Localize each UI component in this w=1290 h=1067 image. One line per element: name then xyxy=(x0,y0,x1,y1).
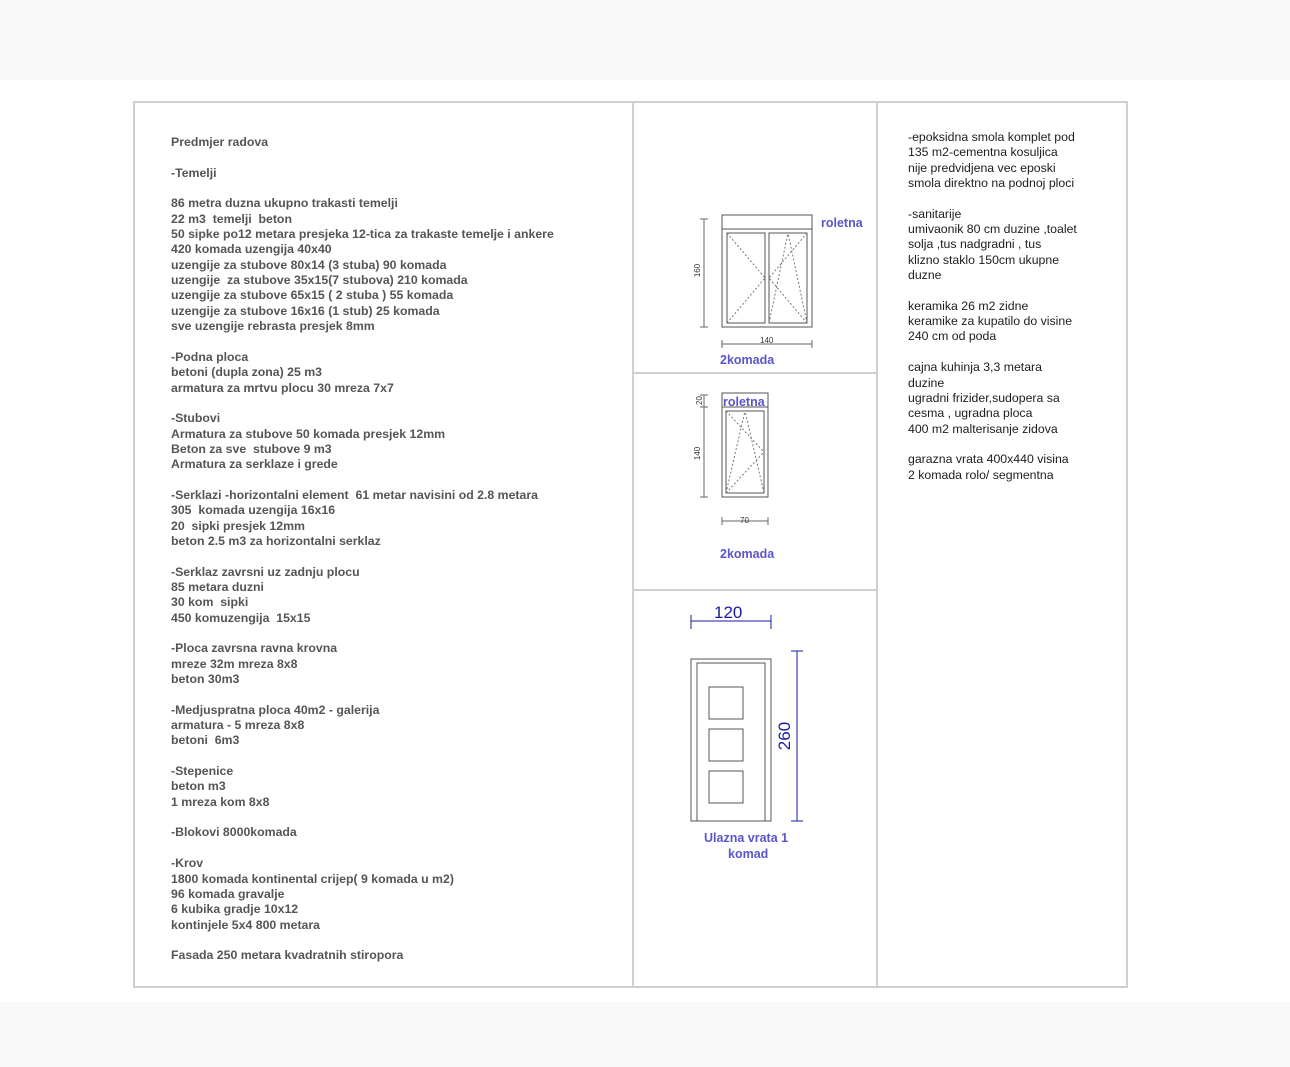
quantity-line: 305 komada uzengija 16x16 xyxy=(171,503,336,518)
quantity-line: -Medjuspratna ploca 40m2 - galerija xyxy=(171,702,380,717)
note-section xyxy=(908,452,1113,483)
quantity-line: 1 mreza kom 8x8 xyxy=(171,794,270,809)
note-line: smola direktno na podnoj ploci xyxy=(908,176,1075,191)
quantity-line: uzengije za stubove 16x16 (1 stub) 25 komada xyxy=(171,303,440,318)
note-line: duzine xyxy=(908,375,945,390)
quantity-section xyxy=(171,411,631,472)
quantity-line: kontinjele 5x4 800 metara xyxy=(171,917,321,932)
door-label-line-1: Ulazna vrata 1 xyxy=(704,831,789,845)
window-1-count-label: 2komada xyxy=(720,353,775,367)
quantity-section xyxy=(171,350,631,396)
note-line: 2 komada rolo/ segmentna xyxy=(908,467,1054,482)
quantity-section xyxy=(171,196,631,334)
note-line: cajna kuhinja 3,3 metara xyxy=(908,360,1042,375)
note-line: nije predvidjena vec eposki xyxy=(908,160,1056,175)
note-section xyxy=(908,299,1113,345)
quantity-line: -Stubovi xyxy=(171,411,221,426)
quantity-section xyxy=(171,488,631,549)
window-2-count-label: 2komada xyxy=(720,547,775,561)
quantity-line: beton 30m3 xyxy=(171,672,240,687)
quantity-line: beton m3 xyxy=(171,779,226,794)
row-divider-2 xyxy=(632,589,876,591)
quantity-line: armatura za mrtvu plocu 30 mreza 7x7 xyxy=(171,380,394,395)
quantity-line: mreze 32m mreza 8x8 xyxy=(171,656,298,671)
quantity-line: -Serklaz zavrsni uz zadnju plocu xyxy=(171,564,360,579)
row-divider-1 xyxy=(632,372,876,374)
window-1-roletna-label: roletna xyxy=(821,216,863,230)
quantity-line: uzengije za stubove 80x14 (3 stuba) 90 komada xyxy=(171,257,447,272)
window-1-height-dimension: 160 xyxy=(693,263,703,278)
quantity-line: armatura - 5 mreza 8x8 xyxy=(171,718,305,733)
note-line: ugradni frizider,sudopera sa xyxy=(908,390,1060,405)
quantity-line: 420 komada uzengija 40x40 xyxy=(171,242,332,257)
note-line: klizno staklo 150cm ukupne xyxy=(908,252,1060,267)
quantity-line: uzengije za stubove 65x15 ( 2 stuba ) 55 komada xyxy=(171,288,454,303)
quantity-line: -Serklazi -horizontalni element 61 metar navisini od 2.8 metara xyxy=(171,487,538,502)
bill-of-quantities xyxy=(171,135,631,979)
document-page xyxy=(0,80,1290,1002)
quantity-line: -Stepenice xyxy=(171,764,234,779)
window-2-roletna-label: roletna xyxy=(723,395,765,409)
quantity-line: Fasada 250 metara kvadratnih stiropora xyxy=(171,948,404,963)
quantity-line: -Podna ploca xyxy=(171,349,249,364)
window-2-drawing xyxy=(700,393,810,533)
quantity-line: Predmjer radova xyxy=(171,135,269,149)
quantity-line: 6 kubika gradje 10x12 xyxy=(171,902,299,917)
quantity-section xyxy=(171,825,631,840)
window-2-width-dimension: 70 xyxy=(740,516,749,525)
note-line: -epoksidna smola komplet pod xyxy=(908,130,1075,144)
quantity-line: uzengije za stubove 35x15(7 stubova) 210 komada xyxy=(171,273,468,288)
note-line: cesma , ugradna ploca xyxy=(908,406,1033,421)
quantity-line: betoni (dupla zona) 25 m3 xyxy=(171,365,322,380)
note-line: solja ,tus nadgradni , tus xyxy=(908,237,1042,252)
quantity-line: beton 2.5 m3 za horizontalni serklaz xyxy=(171,533,381,548)
note-section xyxy=(908,207,1113,284)
quantity-line: 30 kom sipki xyxy=(171,595,249,610)
note-line: 240 cm od poda xyxy=(908,329,997,344)
note-section xyxy=(908,360,1113,437)
door-width-dimension: 120 xyxy=(714,603,743,622)
quantity-section xyxy=(171,641,631,687)
quantity-line: Armatura za stubove 50 komada presjek 12mm xyxy=(171,426,446,441)
door-label-line-2: komad xyxy=(728,847,769,861)
quantity-line: -Blokovi 8000komada xyxy=(171,825,297,840)
quantity-line: 50 sipke po12 metara presjeka 12-tica za trakaste temelje i ankere xyxy=(171,227,554,242)
note-line: keramika 26 m2 zidne xyxy=(908,298,1029,313)
quantity-line: betoni 6m3 xyxy=(171,733,240,748)
quantity-section xyxy=(171,166,631,181)
quantity-line: -Krov xyxy=(171,856,204,871)
drawing-frame xyxy=(133,101,1128,988)
quantity-section xyxy=(171,856,631,933)
quantity-line: 96 komada gravalje xyxy=(171,886,285,901)
quantity-line: 22 m3 temelji beton xyxy=(171,211,292,226)
window-1-drawing xyxy=(700,211,810,351)
note-line: -sanitarije xyxy=(908,206,962,221)
note-line: umivaonik 80 cm duzine ,toalet xyxy=(908,222,1077,237)
window-1-width-dimension: 140 xyxy=(760,336,774,345)
quantity-section xyxy=(171,135,631,150)
quantity-line: sve uzengije rebrasta presjek 8mm xyxy=(171,319,375,334)
quantity-line: Armatura za serklaze i grede xyxy=(171,457,338,472)
column-divider-left xyxy=(632,103,634,986)
note-line: keramike za kupatilo do visine xyxy=(908,314,1073,329)
window-2-top-dimension: 20 xyxy=(694,396,704,405)
note-line: duzne xyxy=(908,268,942,283)
note-section xyxy=(908,130,1113,191)
quantity-section xyxy=(171,764,631,810)
quantity-line: 450 komuzengija 15x15 xyxy=(171,610,311,625)
quantity-line: -Ploca zavrsna ravna krovna xyxy=(171,641,338,656)
column-divider-right xyxy=(876,103,878,986)
note-line: garazna vrata 400x440 visina xyxy=(908,452,1069,467)
quantity-line: 86 metra duzna ukupno trakasti temelji xyxy=(171,196,398,211)
note-line: 400 m2 malterisanje zidova xyxy=(908,421,1058,436)
note-line: 135 m2-cementna kosuljica xyxy=(908,145,1058,160)
additional-items-notes xyxy=(908,130,1113,498)
quantity-line: 85 metara duzni xyxy=(171,579,264,594)
quantity-line: 20 sipki presjek 12mm xyxy=(171,518,305,533)
quantity-line: Beton za sve stubove 9 m3 xyxy=(171,441,332,456)
quantity-section xyxy=(171,703,631,749)
quantity-line: -Temelji xyxy=(171,165,217,180)
quantity-line: 1800 komada kontinental crijep( 9 komada u m2) xyxy=(171,871,454,886)
door-height-dimension: 260 xyxy=(775,721,795,751)
quantity-section xyxy=(171,565,631,626)
quantity-section xyxy=(171,948,631,963)
window-2-height-dimension: 140 xyxy=(693,446,703,461)
